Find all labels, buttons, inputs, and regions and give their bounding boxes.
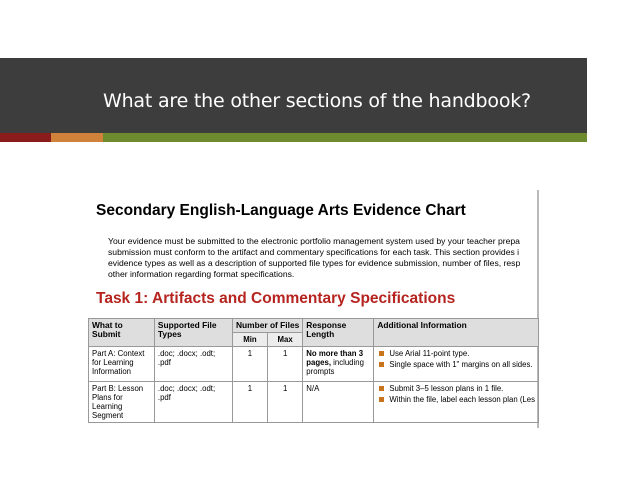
cell-min: 1: [232, 382, 267, 423]
response-bold: No more than 3 pages,: [306, 349, 364, 367]
header-additional-info: Additional Information: [374, 319, 539, 347]
info-bullet: Within the file, label each lesson plan (Les: [377, 395, 535, 404]
header-file-types: Supported File Types: [154, 319, 232, 347]
table-row: [89, 382, 539, 423]
specifications-table: [88, 318, 539, 423]
table-row: [89, 347, 539, 382]
cell-max: 1: [267, 347, 302, 382]
cell-response: [303, 382, 374, 423]
header-response-length: Response Length: [303, 319, 374, 347]
header-what-to-submit: What to Submit: [89, 319, 155, 347]
cell-min: 1: [232, 347, 267, 382]
slide-title: What are the other sections of the handbook?: [103, 90, 531, 112]
cell-types: .doc; .docx; .odt; .pdf: [154, 347, 232, 382]
cell-info: [374, 382, 539, 423]
response-rest: including prompts: [306, 358, 364, 376]
info-bullet: Use Arial 11-point type.: [377, 349, 535, 358]
accent-strip-green: [103, 133, 587, 142]
handbook-excerpt-image: [88, 190, 539, 428]
info-bullet: Submit 3–5 lesson plans in 1 file.: [377, 384, 535, 393]
intro-line: Your evidence must be submitted to the electronic portfolio management system used by your teacher prepa: [108, 236, 520, 246]
intro-line: evidence types as well as a description of supported file types for evidence submission, number of files, resp: [108, 258, 521, 268]
intro-line: submission must conform to the artifact and commentary specifications for each task. This section provides i: [108, 247, 520, 257]
cell-what: Part A: Context for Learning Information: [89, 347, 155, 382]
cell-types: .doc; .docx; .odt; .pdf: [154, 382, 232, 423]
intro-paragraph: [108, 236, 539, 280]
accent-strip-orange: [51, 133, 103, 142]
header-min: Min: [232, 333, 267, 347]
cell-what: Part B: Lesson Plans for Learning Segment: [89, 382, 155, 423]
cell-max: 1: [267, 382, 302, 423]
header-number-of-files: Number of Files: [232, 319, 302, 333]
task-title: Task 1: Artifacts and Commentary Specifications: [96, 290, 456, 307]
info-bullet: Single space with 1" margins on all sides.: [377, 360, 535, 369]
cell-response: [303, 347, 374, 382]
evidence-chart-title: Secondary English-Language Arts Evidence Chart: [96, 202, 466, 219]
cell-info: [374, 347, 539, 382]
header-max: Max: [267, 333, 302, 347]
intro-line: other information regarding format specifications.: [108, 269, 295, 279]
response-rest: N/A: [306, 384, 320, 393]
accent-strip-red: [0, 133, 51, 142]
